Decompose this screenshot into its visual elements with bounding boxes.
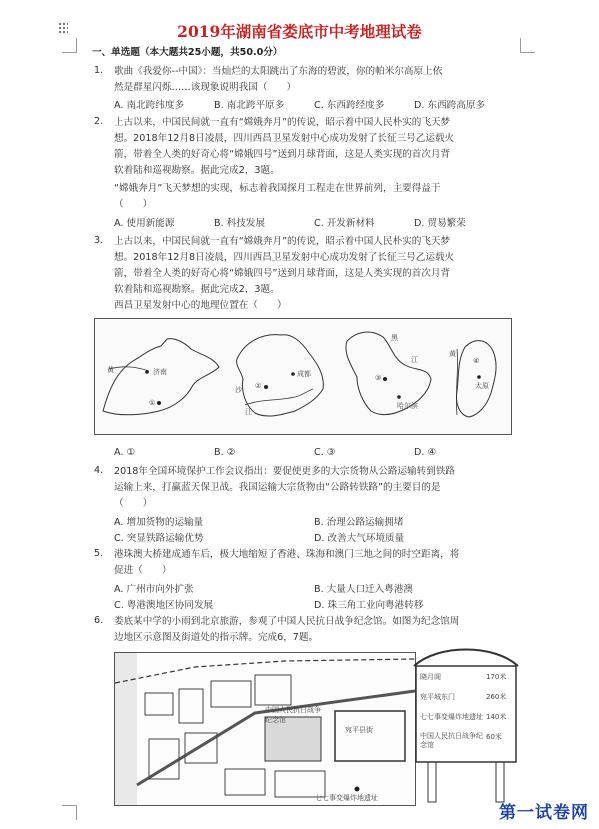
q4-number: 4. bbox=[94, 465, 104, 476]
corner-mark-bottom-left bbox=[62, 805, 77, 820]
map1-river-label: 黄 bbox=[107, 366, 114, 374]
q4-line-2: 运输上来，打赢蓝天保卫战。我国运输大宗货物由“公路转铁路”的主要目的是 bbox=[114, 482, 441, 493]
province-4-city-dot bbox=[477, 375, 481, 379]
q1-option-c[interactable]: C. 东西跨经度多 bbox=[314, 100, 385, 111]
q1-line-2: 然是群星闪烁……该现象说明我国（ ） bbox=[114, 82, 297, 93]
q2-line-3: 箭，带着全人类的好奇心将“嫦娥四号”送到月球背面，这是人类实现的首次月背 bbox=[114, 149, 451, 160]
sign-post-right bbox=[496, 762, 504, 802]
q5-number: 5. bbox=[94, 548, 104, 559]
province-2-river bbox=[245, 389, 313, 405]
q3-line-1: 上古以来，中国民间就一直有“嫦娥奔月”的传说，昭示着中国人民朴实的飞天梦 bbox=[114, 236, 451, 247]
map2-city-label: 成都 bbox=[297, 370, 311, 378]
province-3-city-dot bbox=[397, 395, 401, 399]
map1-city-label: 济南 bbox=[153, 368, 167, 376]
sign-board-svg bbox=[408, 640, 524, 804]
wanping-city-wall bbox=[335, 711, 405, 761]
map2-river-label-a: 沙 bbox=[235, 386, 242, 394]
province-3-outline bbox=[346, 332, 431, 415]
q3-number: 3. bbox=[94, 235, 104, 246]
block-5 bbox=[149, 739, 179, 779]
q3-map-figure bbox=[94, 318, 512, 435]
map2-marker-label: ② bbox=[255, 382, 262, 390]
site-label: 七七事变爆炸地遗址 bbox=[315, 794, 378, 802]
block-1 bbox=[145, 693, 173, 715]
q5-option-b[interactable]: B. 大量人口迁入粤港澳 bbox=[314, 584, 414, 595]
q3-line-4: 软着陆和巡视勘察。据此完成2，3题。 bbox=[114, 284, 280, 295]
railway-dashed bbox=[115, 659, 415, 683]
q6-line-1: 娄底某中学的小雨到北京旅游，参观了中国人民抗日战争纪念馆。如图为纪念馆周 bbox=[114, 616, 460, 627]
q5-option-d[interactable]: D. 珠三角工业向粤港转移 bbox=[314, 600, 424, 611]
q5-line-2: 促进（ ） bbox=[114, 565, 172, 576]
block-4 bbox=[255, 675, 291, 705]
q2-option-d[interactable]: D. 贸易繁荣 bbox=[414, 218, 466, 229]
block-2 bbox=[179, 689, 203, 723]
map1-marker-label: ① bbox=[149, 399, 156, 407]
province-4-outline bbox=[457, 341, 497, 417]
q3-option-c[interactable]: C. ③ bbox=[314, 447, 336, 458]
sign-post-left bbox=[428, 762, 436, 802]
q6-street-map bbox=[114, 652, 416, 806]
map4-river-label: 黄 bbox=[449, 350, 456, 358]
q5-option-a[interactable]: A. 广州市向外扩张 bbox=[114, 584, 194, 595]
q1-option-b[interactable]: B. 南北跨平原多 bbox=[214, 100, 285, 111]
page-title: 2019年湖南省娄底市中考地理试卷 bbox=[177, 22, 422, 41]
q1-option-a[interactable]: A. 南北跨纬度多 bbox=[114, 100, 185, 111]
map4-city-label: 太原 bbox=[475, 382, 489, 390]
sign-row-1-name: 晓月阁 bbox=[420, 673, 441, 681]
site-watermark: 第一试卷网 bbox=[499, 803, 589, 823]
street-label: 宛平县街 bbox=[345, 726, 373, 734]
q3-line-2: 想。2018年12月8日凌晨，四川西昌卫星发射中心成功发射了长征三号乙运载火 bbox=[114, 252, 455, 263]
q3-line-5: 西昌卫星发射中心的地理位置在（ ） bbox=[114, 300, 287, 311]
q2-line-1: 上古以来，中国民间就一直有“嫦娥奔月”的传说，昭示着中国人民朴实的飞天梦 bbox=[114, 117, 451, 128]
province-2-city-dot bbox=[291, 372, 295, 376]
q3-option-a[interactable]: A. ① bbox=[114, 447, 136, 458]
q6-sign-board bbox=[408, 640, 524, 804]
q2-line-5: “嫦娥奔月”飞天梦想的实现，标志着我国探月工程走在世界前列，主要得益于 bbox=[114, 183, 441, 194]
q5-option-c[interactable]: C. 粤港澳地区协同发展 bbox=[114, 600, 214, 611]
museum-label: 中国人民抗日战争纪念馆 bbox=[265, 706, 321, 724]
q3-option-b[interactable]: B. ② bbox=[214, 447, 236, 458]
q4-option-b[interactable]: B. 治理公路运输拥堵 bbox=[314, 517, 404, 528]
q4-line-1: 2018年全国环境保护工作会议指出：要促使更多的大宗货物从公路运输转到铁路 bbox=[114, 466, 456, 477]
province-1-marker-dot bbox=[157, 401, 161, 405]
map3-top-label: 黑 bbox=[391, 334, 398, 342]
province-2-marker-dot bbox=[264, 385, 268, 389]
map2-river-label-b: 江 bbox=[245, 408, 252, 416]
sign-row-4-name: 中国人民抗日战争纪念馆 bbox=[420, 732, 483, 749]
province-3-marker-dot bbox=[383, 377, 387, 381]
q4-option-d[interactable]: D. 改善大气环境质量 bbox=[314, 533, 405, 544]
block-3 bbox=[211, 681, 251, 707]
q1-number: 1. bbox=[94, 65, 104, 76]
map3-river-label: 江 bbox=[411, 356, 418, 364]
q2-line-2: 想。2018年12月8日凌晨，四川西昌卫星发射中心成功发射了长征三号乙运载火 bbox=[114, 133, 455, 144]
province-1-river bbox=[109, 367, 149, 371]
q1-option-d[interactable]: D. 东西跨高原多 bbox=[414, 100, 486, 111]
q6-number: 6. bbox=[94, 615, 104, 626]
q2-number: 2. bbox=[94, 116, 104, 127]
q4-option-a[interactable]: A. 增加货物的运输量 bbox=[114, 517, 204, 528]
map3-marker-label: ③ bbox=[375, 374, 382, 382]
q2-line-6: （ ） bbox=[114, 199, 153, 210]
map3-city-label: 哈尔滨 bbox=[397, 402, 418, 410]
sign-row-3-name: 七七事变爆炸地遗址 bbox=[420, 713, 483, 721]
site-dot bbox=[355, 787, 360, 792]
sign-row-2-name: 宛平城东门 bbox=[420, 693, 455, 701]
section-heading: 一、单选题（本大题共25小题，共50.0分） bbox=[92, 47, 283, 58]
river-band bbox=[115, 653, 137, 805]
q1-line-1: 歌曲《我爱你--中国》：当灿烂的太阳跳出了东海的碧波，你的帕米尔高原上依 bbox=[114, 66, 443, 77]
q3-option-d[interactable]: D. ④ bbox=[414, 447, 437, 458]
q2-option-b[interactable]: B. 科技发展 bbox=[214, 218, 266, 229]
province-1-city-dot bbox=[145, 370, 149, 374]
q5-line-1: 港珠澳大桥建成通车后，极大地缩短了香港、珠海和澳门三地之间的时空距离，将 bbox=[114, 549, 460, 560]
block-7 bbox=[225, 769, 265, 795]
q4-line-3: （ ） bbox=[114, 498, 153, 509]
sign-row-1-dist: 170米 bbox=[486, 673, 507, 681]
sign-roof bbox=[414, 650, 518, 667]
q2-option-c[interactable]: C. 开发新材料 bbox=[314, 218, 375, 229]
sign-row-2-dist: 260米 bbox=[486, 693, 507, 701]
q2-line-4: 软着陆和巡视勘察。据此完成2，3题。 bbox=[114, 165, 280, 176]
q4-option-c[interactable]: C. 突显铁路运输优势 bbox=[114, 533, 204, 544]
q3-line-3: 箭，带着全人类的好奇心将“嫦娥四号”送到月球背面，这是人类实现的首次月背 bbox=[114, 268, 451, 279]
map4-marker-label: ④ bbox=[473, 357, 480, 365]
sign-row-3-dist: 140米 bbox=[486, 713, 507, 721]
sign-row-4-dist: 60米 bbox=[486, 733, 502, 741]
q6-line-2: 边地区示意图及街道处的指示牌。完成6，7题。 bbox=[114, 632, 319, 643]
q2-option-a[interactable]: A. 使用新能源 bbox=[114, 218, 175, 229]
